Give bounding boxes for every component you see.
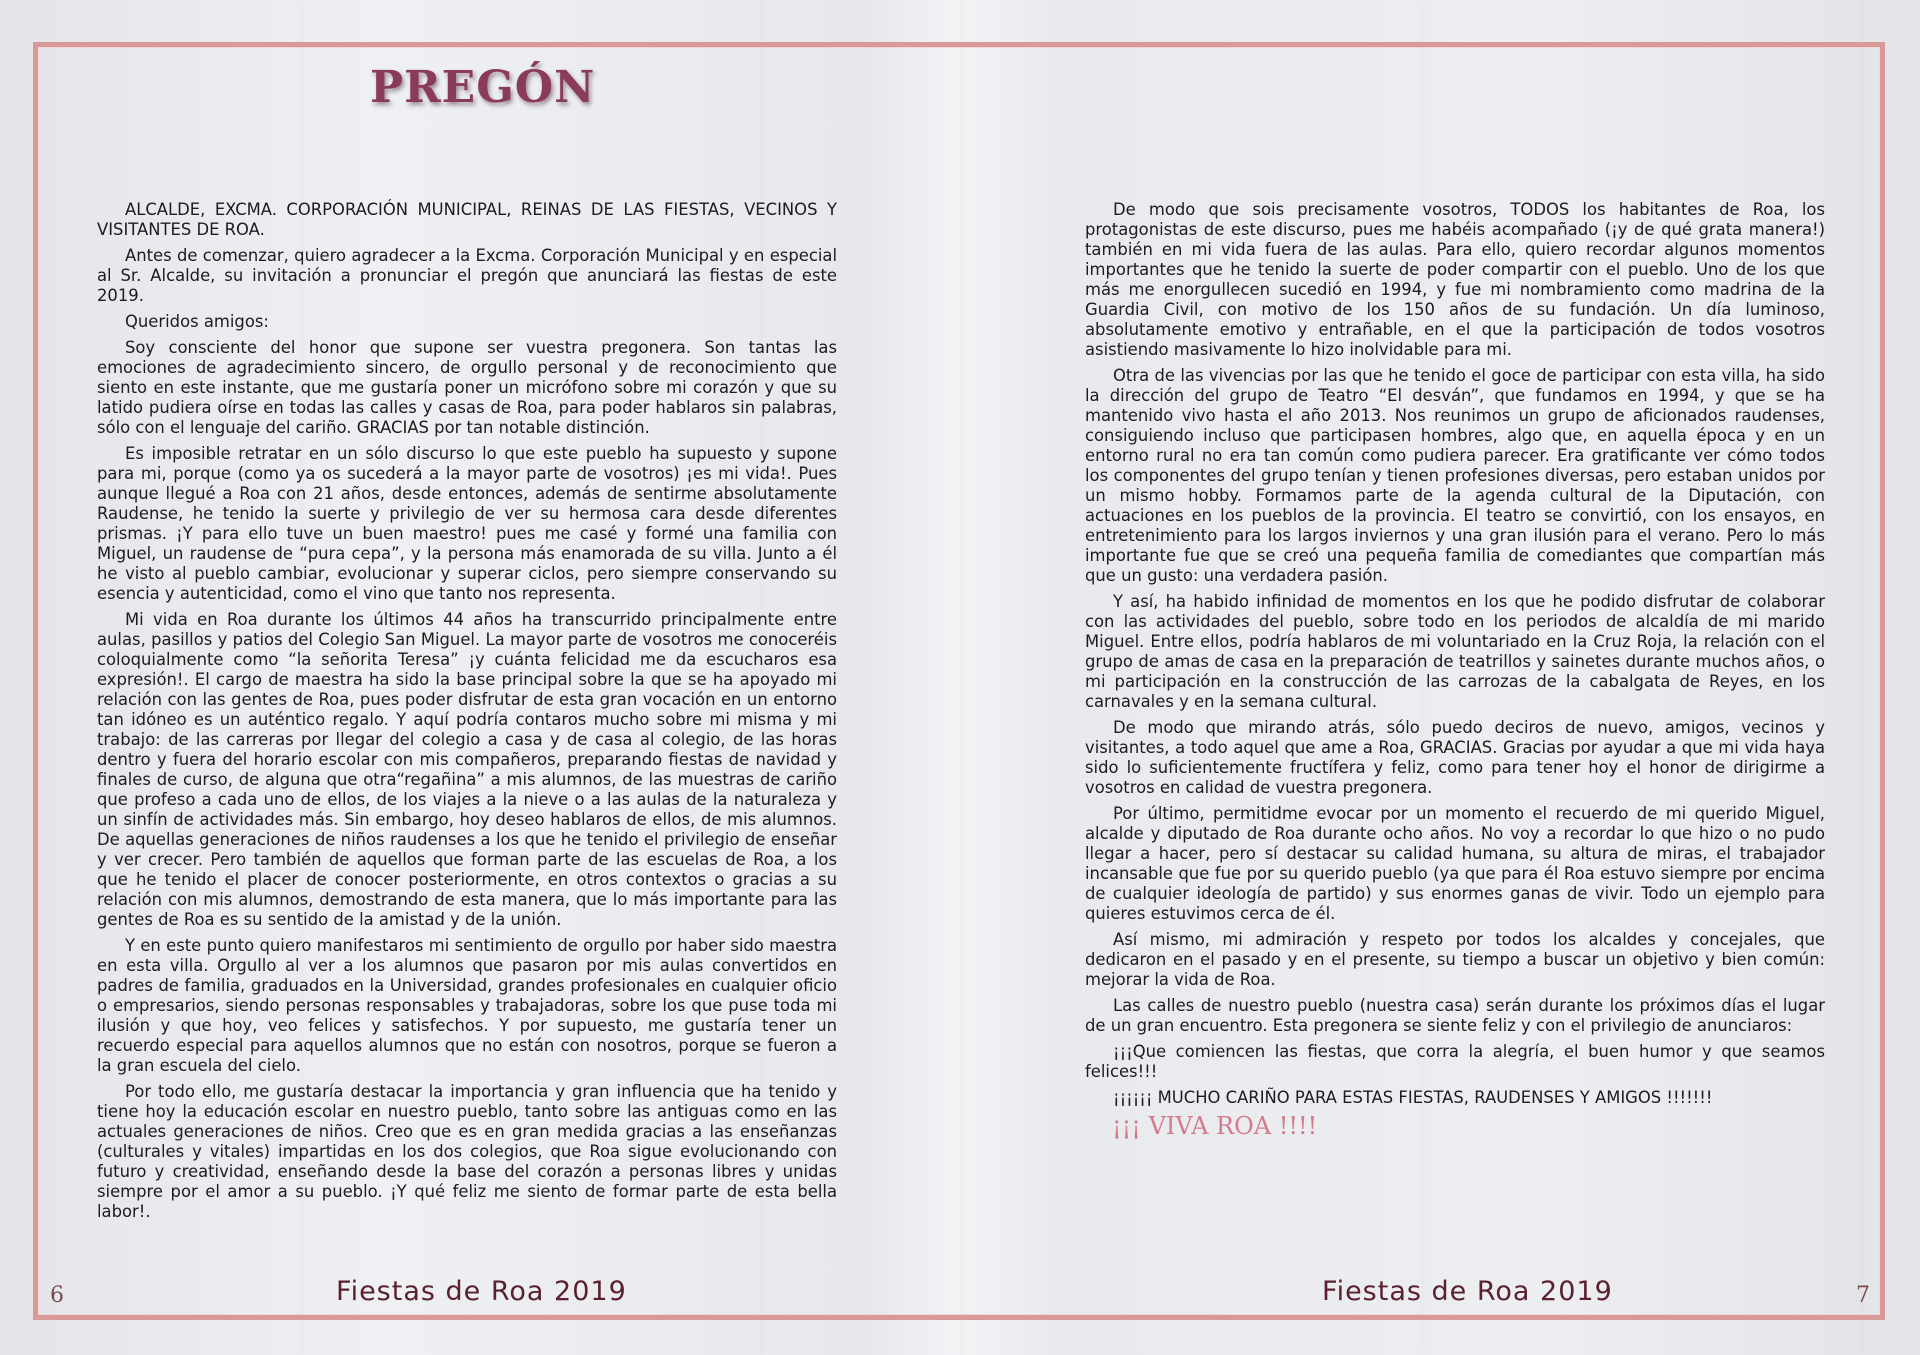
paragraph: Soy consciente del honor que supone ser vuestra pregonera. Son tantas las emociones de agradecimiento sincero, de orgullo personal y de reconocimiento que siento en este instante, que me gustaría poner un micrófono sobre mi corazón y que su latido pudiera oírse en todas las calles y casas de Roa, para poder hablaros sin palabras, sólo con el lenguaje del cariño. GRACIAS por tan notable distinción. <box>97 338 837 437</box>
closing-cheer: ¡¡¡ VIVA ROA !!!! <box>1112 1112 1318 1140</box>
footer-title-left: Fiestas de Roa 2019 <box>336 1276 627 1307</box>
paragraph: De modo que mirando atrás, sólo puedo deciros de nuevo, amigos, vecinos y visitantes, a todo aquel que ame a Roa, GRACIAS. Gracias por ayudar a que mi vida haya sido lo suficientemente fructífera y feliz, como para tener hoy el honor de dirigirme a vosotros en calidad de vuestra pregonera. <box>1085 718 1825 797</box>
paragraph: Así mismo, mi admiración y respeto por todos los alcaldes y concejales, que dedicaron en el pasado y en el presente, su tiempo a buscar un objetivo y bien común: mejorar la vida de Roa. <box>1085 930 1825 989</box>
paragraph: Queridos amigos: <box>125 312 269 331</box>
left-column <box>97 200 837 1228</box>
paragraph: Y así, ha habido infinidad de momentos en los que he podido disfrutar de colaborar con las actividades del pueblo, sobre todo en los periodos de alcaldía de mi marido Miguel. Entre ellos, podría hablaros de mi voluntariado en la Cruz Roja, la relación con el grupo de amas de casa en la preparación de teatrillos y sainetes durante muchos años, o mi participación en la construcción de las carrozas de la cabalgata de Reyes, en los carnavales y en la semana cultural. <box>1085 592 1825 711</box>
paragraph: ALCALDE, EXCMA. CORPORACIÓN MUNICIPAL, REINAS DE LAS FIESTAS, VECINOS Y VISITANTES DE ROA. <box>97 200 837 239</box>
paragraph: De modo que sois precisamente vosotros, TODOS los habitantes de Roa, los protagonistas de este discurso, pues me habéis acompañado (¡y de qué grata manera!) también en mi vida fuera de las aulas. Para ello, quiero recordar algunos momentos importantes que he tenido la suerte de poder compartir con el pueblo. Uno de los que más me enorgullecen sucedió en 1994, y fue mi nombramiento como madrina de la Guardia Civil, con motivo de los 150 años de su fundación. Un día luminoso, absolutamente emotivo y entrañable, en el que la participación de todos vosotros asistiendo masivamente lo hizo inolvidable para mi. <box>1085 200 1825 359</box>
paragraph: Por todo ello, me gustaría destacar la importancia y gran influencia que ha tenido y tiene hoy la educación escolar en nuestro pueblo, tanto sobre las antiguas como en las actuales generaciones de niños. Creo que es en gran medida gracias a las enseñanzas (culturales y vitales) impartidas en los dos colegios, que Roa sigue evolucionando con futuro y creatividad, enseñando desde la base del corazón a personas libres y unidas siempre por el amor a su pueblo. ¡Y qué feliz me siento de formar parte de esta bella labor!. <box>97 1082 837 1221</box>
paragraph: Mi vida en Roa durante los últimos 44 años ha transcurrido principalmente entre aulas, pasillos y patios del Colegio San Miguel. La mayor parte de vosotros me conoceréis coloquialmente como “la señorita Teresa” ¡y cuánta felicidad me da escucharos esa expresión!. El cargo de maestra ha sido la base principal sobre la que se ha apoyado mi relación con las gentes de Roa, pues poder disfrutar de esta gran vocación en un entorno tan idóneo es un auténtico regalo. Y aquí podría contaros mucho sobre mi misma y mi trabajo: de las carreras por llegar del colegio a casa y de casa al colegio, de las horas dentro y fuera del horario escolar con mis compañeros, preparando fiestas de navidad y finales de curso, de alguna que otra“regañina” a mis alumnos, de las muestras de cariño que profeso a cada uno de ellos, de los viajes a la nieve o a las aulas de la naturaleza y un sinfín de actividades más. Sin embargo, hoy deseo hablaros de ellos, de mis alumnos. De aquellas generaciones de niños raudenses a los que he tenido el privilegio de enseñar y ver crecer. Pero también de aquellos que forman parte de las escuelas de Roa, a los que he tenido el placer de conocer posteriormente, en otros contextos o gracias a su relación con mis alumnos, demostrando de esta manera, que lo más importante para las gentes de Roa es su sentido de la amistad y de la unión. <box>97 610 837 929</box>
footer-title-right: Fiestas de Roa 2019 <box>1322 1276 1613 1307</box>
page-number-left: 6 <box>50 1283 64 1308</box>
paragraph: Por último, permitidme evocar por un momento el recuerdo de mi querido Miguel, alcalde y diputado de Roa durante ocho años. No voy a recordar lo que hizo o no pudo llegar a hacer, pero sí destacar su calidad humana, su altura de miras, el trabajador incansable que fue por su querido pueblo (ya que para él Roa estuvo siempre por encima de cualquier ideología de partido) y sus enormes ganas de vivir. Todo un ejemplo para quieres estuvimos cerca de él. <box>1085 804 1825 923</box>
right-column <box>1085 200 1825 1114</box>
page-number-right: 7 <box>1856 1283 1870 1308</box>
paragraph: Antes de comenzar, quiero agradecer a la Excma. Corporación Municipal y en especial al Sr. Alcalde, su invitación a pronunciar el pregón que anunciará las fiestas de este 2019. <box>97 246 837 305</box>
paragraph: Las calles de nuestro pueblo (nuestra casa) serán durante los próximos días el lugar de un gran encuentro. Esta pregonera se siente feliz y con el privilegio de anunciaros: <box>1085 996 1825 1035</box>
paragraph: ¡¡¡Que comiencen las fiestas, que corra la alegría, el buen humor y que seamos felices!!! <box>1085 1042 1825 1081</box>
paragraph: Es imposible retratar en un sólo discurso lo que este pueblo ha supuesto y supone para mi, porque (como ya os sucederá a la mayor parte de vosotros) ¡es mi vida!. Pues aunque llegué a Roa con 21 años, desde entonces, además de sentirme absolutamente Raudense, he tenido la suerte y privilegio de ver su hermosa cara desde diferentes prismas. ¡Y para ello tuve un buen maestro! pues me casé y formé una familia con Miguel, un raudense de “pura cepa”, y la persona más enamorada de su villa. Junto a él he visto al pueblo cambiar, evolucionar y superar ciclos, pero siempre conservando su esencia y autenticidad, como el vino que tanto nos representa. <box>97 444 837 603</box>
paragraph: ¡¡¡¡¡¡ MUCHO CARIÑO PARA ESTAS FIESTAS, RAUDENSES Y AMIGOS !!!!!!! <box>1113 1088 1713 1107</box>
paragraph: Y en este punto quiero manifestaros mi sentimiento de orgullo por haber sido maestra en esta villa. Orgullo al ver a los alumnos que pasaron por mis aulas convertidos en padres de familia, graduados en la Universidad, grandes profesionales en cualquier oficio o empresarios, siendo personas responsables y trabajadoras, sobre los que puse toda mi ilusión y que hoy, veo felices y satisfechos. Y por supuesto, me gustaría tener un recuerdo especial para aquellos alumnos que no están con nosotros, porque se fueron a la gran escuela del cielo. <box>97 936 837 1075</box>
page-title: PREGÓN <box>370 62 596 113</box>
paragraph: Otra de las vivencias por las que he tenido el goce de participar con esta villa, ha sido la dirección del grupo de Teatro “El desván”, que fundamos en 1994, y que se ha mantenido vivo hasta el año 2013. Nos reunimos un grupo de aficionados raudenses, consiguiendo incluso que participasen hombres, algo que, en aquella época y en un entorno rural no era tan común como pudiera parecer. Era gratificante ver cómo todos los componentes del grupo tenían y tienen profesiones diversas, pero estaban unidos por un mismo hobby. Formamos parte de la agenda cultural de la Diputación, con actuaciones en los pueblos de la provincia. El teatro se convirtió, con los ensayos, en entretenimiento para los largos inviernos y una gran ilusión para el verano. Pero lo más importante fue que se creó una pequeña familia de comediantes que compartían más que un gusto: una verdadera pasión. <box>1085 366 1825 585</box>
